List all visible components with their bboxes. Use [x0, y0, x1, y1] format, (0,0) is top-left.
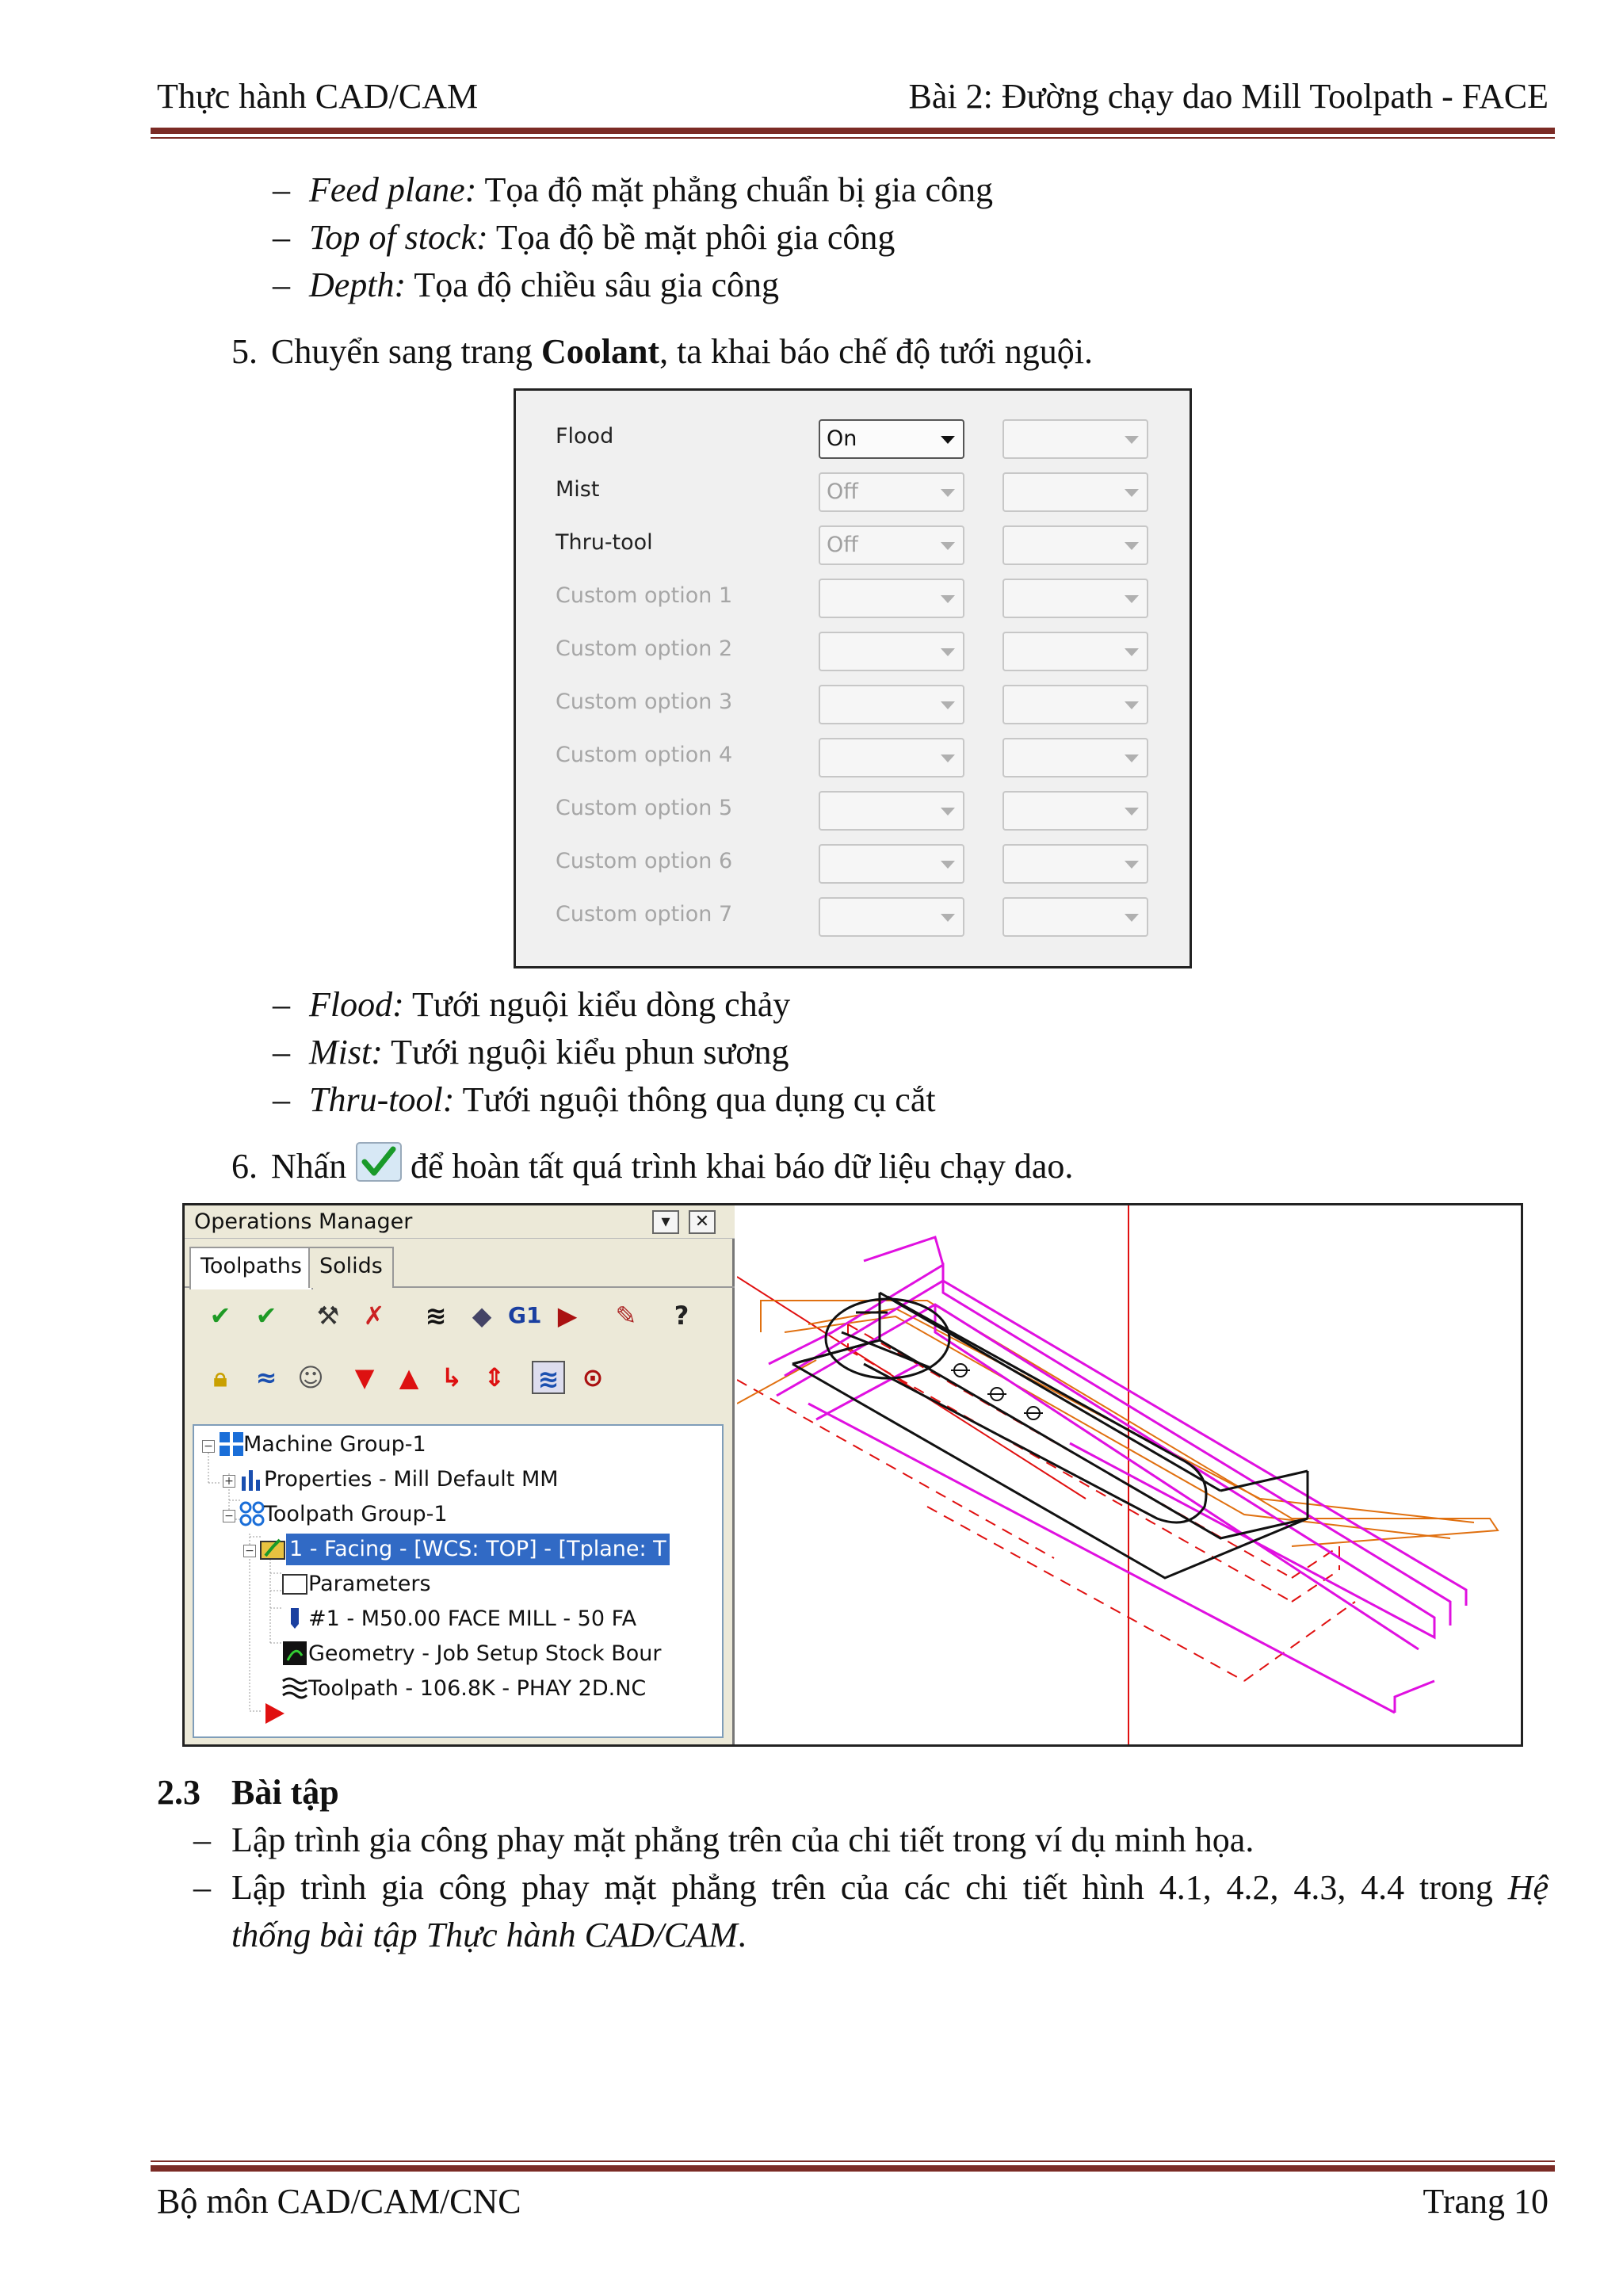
- coolant-label-custom-7: Custom option 7: [556, 902, 733, 926]
- exercise-2-line-2: [231, 1913, 747, 1958]
- flood-select[interactable]: [819, 419, 964, 459]
- coolant-label-custom-6: Custom option 6: [556, 849, 733, 873]
- only-display-selected-icon[interactable]: ≋: [532, 1361, 565, 1394]
- thru-tool-select[interactable]: [819, 525, 964, 565]
- chevron-down-icon: [1125, 914, 1139, 922]
- flood-option-select[interactable]: [1002, 419, 1148, 459]
- section-title: Bài tập: [231, 1773, 339, 1812]
- backplot-icon[interactable]: ≋: [425, 1301, 447, 1331]
- step-5-pre: Chuyển sang trang: [271, 332, 541, 371]
- close-button[interactable]: [689, 1210, 716, 1234]
- custom-7-option-select[interactable]: [1002, 897, 1148, 937]
- bullet-dash: –: [193, 1868, 211, 1907]
- chevron-down-icon: [1125, 648, 1139, 656]
- collapse-toggle[interactable]: −: [202, 1440, 215, 1453]
- coolant-label-custom-1: Custom option 1: [556, 583, 733, 608]
- insert-arrow-icon: [261, 1700, 288, 1727]
- custom-7-select[interactable]: [819, 897, 964, 937]
- chevron-down-icon: [1125, 861, 1139, 869]
- tool-icon: [281, 1605, 308, 1632]
- desc: Tọa độ bề mặt phôi gia công: [487, 218, 896, 257]
- insert-arrow-icon[interactable]: ↳: [441, 1362, 463, 1392]
- step-5-post: , ta khai báo chế độ tưới nguội.: [659, 332, 1093, 371]
- custom-2-option-select[interactable]: [1002, 632, 1148, 671]
- chevron-down-icon: [941, 595, 955, 603]
- bullet-dash: –: [273, 1033, 290, 1072]
- exercise-2-ref-cont: thống bài tập Thực hành CAD/CAM: [231, 1916, 738, 1954]
- coolant-label-custom-5: Custom option 5: [556, 796, 733, 820]
- collapse-toggle[interactable]: −: [223, 1510, 235, 1522]
- term: Top of stock:: [309, 218, 488, 257]
- header-left: Thực hành CAD/CAM: [157, 77, 479, 116]
- tree-item-machine-group[interactable]: Machine Group-1: [243, 1432, 426, 1457]
- operation-folder-icon: [259, 1535, 286, 1562]
- desc: Tưới nguội thông qua dụng cụ cắt: [454, 1080, 936, 1119]
- tab-bar: [185, 1240, 735, 1288]
- tree-item-properties[interactable]: Properties - Mill Default MM: [264, 1467, 559, 1492]
- list-item-top-of-stock: [309, 216, 895, 260]
- coolant-label-flood: Flood: [556, 424, 614, 449]
- custom-2-select[interactable]: [819, 632, 964, 671]
- footer-rule: [151, 2165, 1555, 2172]
- tree-item-toolpath[interactable]: Toolpath - 106.8K - PHAY 2D.NC: [308, 1676, 647, 1701]
- step-5-text: [271, 330, 1093, 374]
- select-all-icon[interactable]: ✔: [209, 1301, 231, 1331]
- chevron-down-icon: [1125, 542, 1139, 550]
- toolpath-icon: [281, 1675, 308, 1702]
- display-toolpath-icon[interactable]: ⊙: [582, 1362, 604, 1392]
- post-icon[interactable]: G1: [508, 1302, 542, 1328]
- tree-item-toolpath-group[interactable]: Toolpath Group-1: [264, 1502, 448, 1526]
- chevron-down-icon: [941, 808, 955, 816]
- toolpath-tree: [193, 1424, 724, 1738]
- coolant-label-custom-4: Custom option 4: [556, 743, 733, 767]
- toggle-display-icon[interactable]: ≈: [255, 1362, 277, 1392]
- chevron-down-icon: ▾: [661, 1212, 670, 1232]
- check-ok-icon: [355, 1141, 403, 1182]
- help-icon[interactable]: ?: [674, 1301, 689, 1331]
- dropdown-button[interactable]: [652, 1210, 679, 1234]
- machine-group-icon: [218, 1431, 245, 1457]
- bullet-dash: –: [273, 266, 290, 304]
- tab-solids[interactable]: Solids: [308, 1247, 394, 1288]
- list-item-depth: [309, 263, 779, 308]
- term: Feed plane:: [309, 170, 477, 209]
- footer-rule-thin: [151, 2160, 1555, 2162]
- custom-1-select[interactable]: [819, 579, 964, 618]
- custom-3-select[interactable]: [819, 685, 964, 724]
- expand-icon[interactable]: ⇕: [483, 1362, 506, 1392]
- desc: Tưới nguội kiểu dòng chảy: [403, 985, 791, 1024]
- step-6-post: để hoàn tất quá trình khai báo dữ liệu chạy dao.: [411, 1147, 1074, 1186]
- select-dirty-icon[interactable]: ✔: [255, 1301, 277, 1331]
- tab-toolpaths[interactable]: Toolpaths: [189, 1247, 313, 1289]
- tree-item-parameters[interactable]: Parameters: [308, 1572, 431, 1596]
- footer-left: Bộ môn CAD/CAM/CNC: [157, 2182, 521, 2221]
- step-6-pre: Nhấn: [271, 1147, 347, 1186]
- bullet-dash: –: [273, 218, 290, 257]
- tree-item-geometry[interactable]: Geometry - Job Setup Stock Bour: [308, 1641, 662, 1666]
- coolant-label-custom-3: Custom option 3: [556, 690, 733, 714]
- header-rule: [151, 128, 1555, 134]
- step-number: 5.: [231, 332, 258, 371]
- desc: Tọa độ chiều sâu gia công: [406, 266, 780, 304]
- mist-select[interactable]: [819, 472, 964, 512]
- chevron-down-icon: [1125, 701, 1139, 709]
- toolbar-row-2: [193, 1354, 724, 1399]
- graphics-viewport: [737, 1205, 1521, 1744]
- move-up-icon[interactable]: ▲: [399, 1362, 419, 1392]
- custom-5-option-select[interactable]: [1002, 791, 1148, 831]
- term: Thru-tool:: [309, 1080, 455, 1119]
- chevron-down-icon: [1125, 436, 1139, 444]
- regenerate-dirty-icon[interactable]: ✗: [363, 1301, 385, 1331]
- list-item-feed-plane: [309, 168, 993, 212]
- chevron-down-icon: [1125, 595, 1139, 603]
- flood-select-value: On: [827, 426, 857, 451]
- verify-icon[interactable]: ◆: [472, 1301, 492, 1331]
- close-icon: ✕: [694, 1212, 710, 1232]
- collapse-toggle[interactable]: −: [243, 1545, 256, 1557]
- chevron-down-icon: [1125, 808, 1139, 816]
- chevron-down-icon: [941, 861, 955, 869]
- chevron-down-icon: [941, 542, 955, 550]
- chevron-down-icon: [941, 701, 955, 709]
- header-rule-thin: [151, 137, 1555, 139]
- operations-manager-screenshot: [182, 1203, 1523, 1747]
- operations-manager-panel: [185, 1205, 735, 1744]
- thru-tool-select-value: Off: [827, 533, 858, 557]
- ghost-icon[interactable]: ☺: [297, 1362, 324, 1392]
- toolpath-group-icon: [239, 1500, 265, 1527]
- desc: Tưới nguội kiểu phun sương: [382, 1033, 789, 1072]
- chevron-down-icon: [941, 914, 955, 922]
- chevron-down-icon: [941, 648, 955, 656]
- bullet-dash: –: [273, 985, 290, 1024]
- header-right: Bài 2: Đường chạy dao Mill Toolpath - FACE: [908, 77, 1549, 116]
- mist-select-value: Off: [827, 479, 858, 504]
- chevron-down-icon: [1125, 755, 1139, 762]
- chevron-down-icon: [1125, 489, 1139, 497]
- exercise-2-text: Lập trình gia công phay mặt phẳng trên của các chi tiết hình 4.1, 4.2, 4.3, 4.4 trong: [231, 1868, 1508, 1907]
- mist-option-select[interactable]: [1002, 472, 1148, 512]
- footer-page-number: Trang 10: [1423, 2182, 1549, 2221]
- chevron-down-icon: [941, 436, 955, 444]
- term: Flood:: [309, 985, 404, 1024]
- coolant-dialog: [514, 388, 1192, 968]
- move-down-icon[interactable]: ▼: [354, 1362, 375, 1392]
- toolpath-3d-view: [737, 1205, 1521, 1744]
- panel-title: Operations Manager: [185, 1205, 735, 1239]
- coolant-label-mist: Mist: [556, 477, 600, 502]
- chevron-down-icon: [941, 755, 955, 762]
- custom-5-select[interactable]: [819, 791, 964, 831]
- custom-1-option-select[interactable]: [1002, 579, 1148, 618]
- custom-6-option-select[interactable]: [1002, 844, 1148, 884]
- coolant-label-thru-tool: Thru-tool: [556, 530, 653, 555]
- custom-4-select[interactable]: [819, 738, 964, 777]
- section-number: 2.3: [157, 1773, 200, 1812]
- thru-tool-option-select[interactable]: [1002, 525, 1148, 565]
- bullet-dash: –: [193, 1820, 211, 1859]
- custom-6-select[interactable]: [819, 844, 964, 884]
- list-item-mist: [309, 1030, 789, 1075]
- custom-4-option-select[interactable]: [1002, 738, 1148, 777]
- tree-item-facing-operation[interactable]: 1 - Facing - [WCS: TOP] - [Tplane: T: [286, 1534, 670, 1565]
- custom-3-option-select[interactable]: [1002, 685, 1148, 724]
- geometry-icon: [281, 1640, 308, 1667]
- exercise-1: Lập trình gia công phay mặt phẳng trên của chi tiết trong ví dụ minh họa.: [231, 1820, 1254, 1859]
- tree-item-tool[interactable]: #1 - M50.00 FACE MILL - 50 FA: [308, 1606, 637, 1631]
- list-item-thru-tool: [309, 1078, 936, 1122]
- term: Mist:: [309, 1033, 383, 1072]
- step-5-bold: Coolant: [540, 332, 660, 371]
- delete-icon[interactable]: ✎: [615, 1301, 637, 1331]
- chevron-down-icon: [941, 489, 955, 497]
- bullet-dash: –: [273, 1080, 290, 1119]
- coolant-label-custom-2: Custom option 2: [556, 636, 733, 661]
- toolbar-row-1: [193, 1293, 724, 1337]
- expand-toggle[interactable]: +: [223, 1475, 235, 1488]
- exercise-2-ref: Hệ: [1507, 1868, 1549, 1907]
- exercise-2-end: .: [737, 1916, 747, 1954]
- high-speed-icon[interactable]: ▶: [557, 1301, 578, 1331]
- properties-icon: [239, 1465, 265, 1492]
- regenerate-icon[interactable]: ⚒: [316, 1301, 340, 1331]
- bullet-dash: –: [273, 170, 290, 209]
- desc: Tọa độ mặt phẳng chuẩn bị gia công: [476, 170, 994, 209]
- exercise-2-line-1: [231, 1866, 1549, 1910]
- parameters-folder-icon: [281, 1570, 308, 1597]
- list-item-flood: [309, 983, 790, 1027]
- term: Depth:: [309, 266, 407, 304]
- lock-icon[interactable]: 🔒︎: [213, 1362, 227, 1392]
- step-number: 6.: [231, 1147, 258, 1186]
